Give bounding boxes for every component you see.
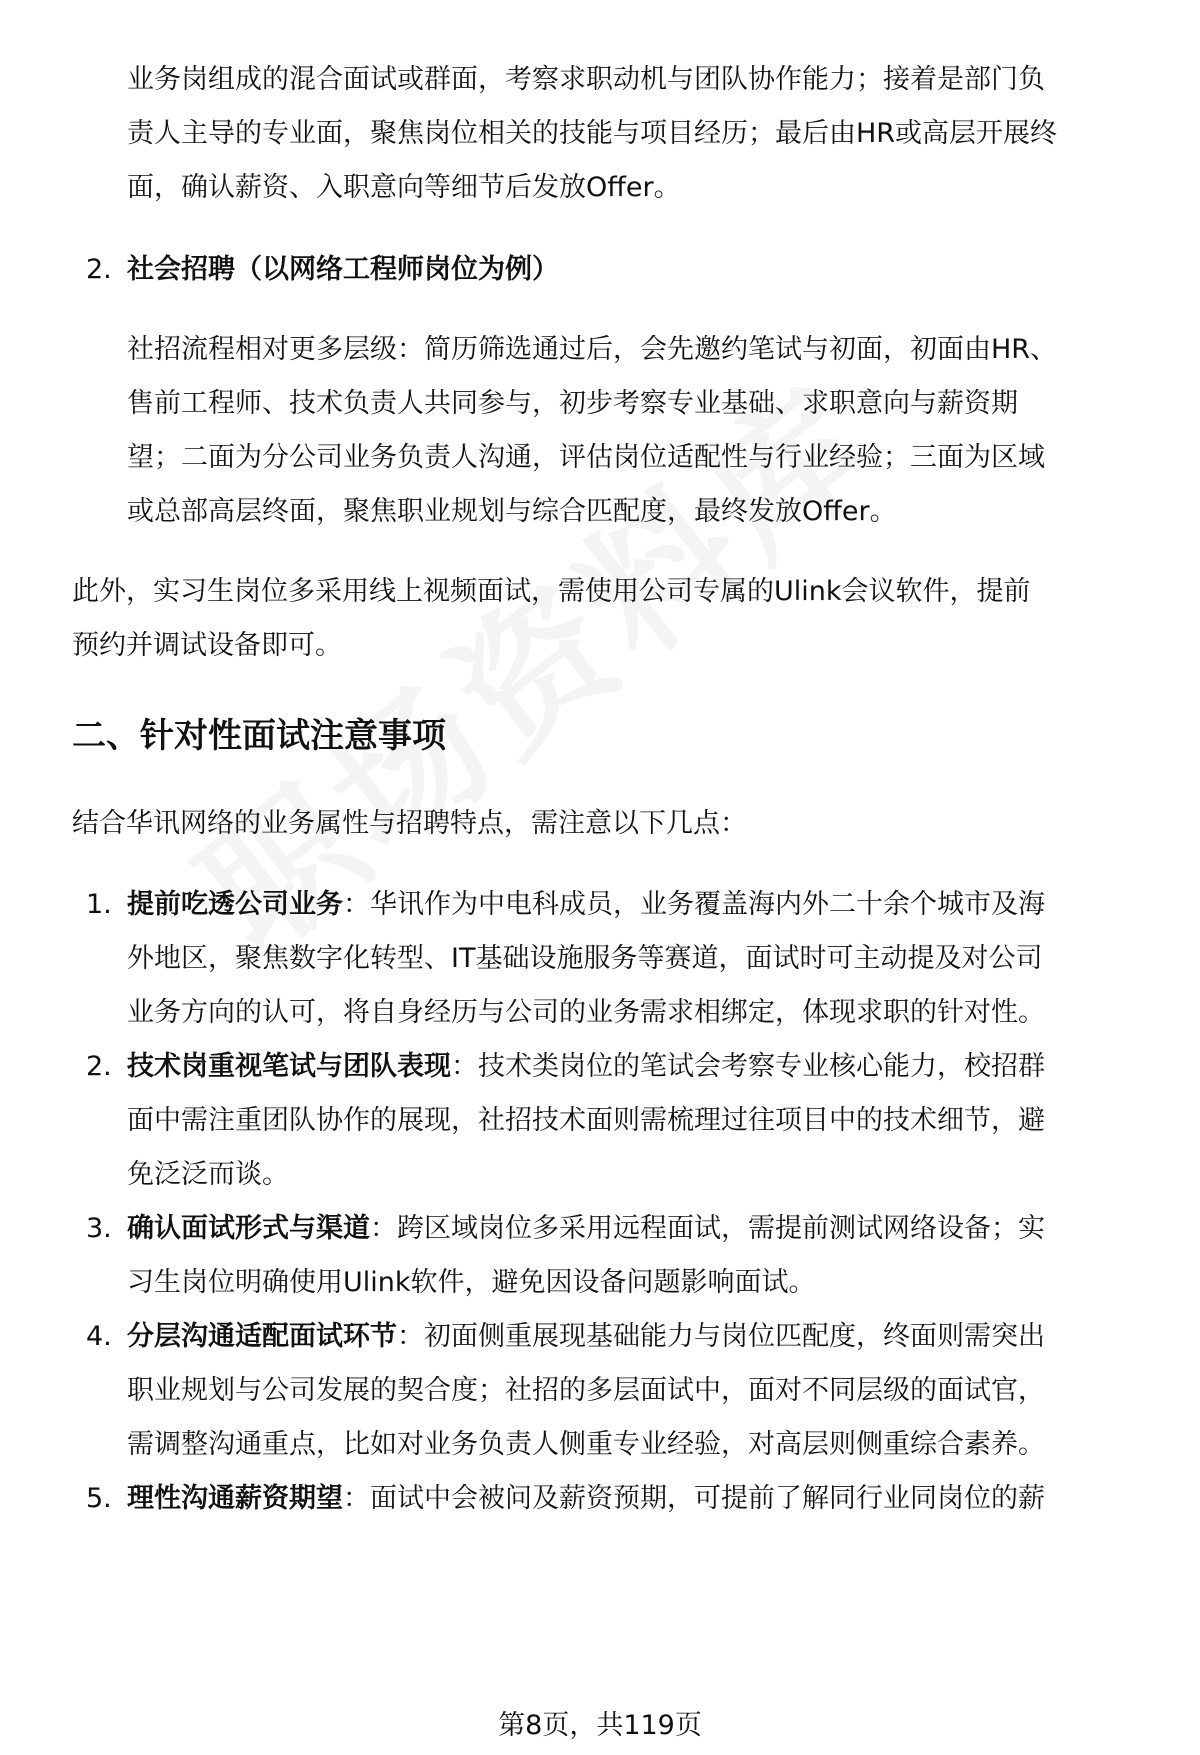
continuation-line: 业务岗组成的混合面试或群面，考察求职动机与团队协作能力；接着是部门负: [127, 64, 1045, 95]
list-item-line: 面中需注重团队协作的展现，社招技术面则需梳理过往项目中的技术细节，避: [127, 1105, 1045, 1136]
list-item-text: ：面试中会被问及薪资预期，可提前了解同行业同岗位的薪: [343, 1483, 1045, 1514]
list-item-line: [127, 1317, 1045, 1357]
paragraph-line: 此外，实习生岗位多采用线上视频面试，需使用公司专属的Ulink会议软件，提前: [72, 576, 1031, 607]
list-number: 4.: [86, 1321, 112, 1352]
list-item-line: [127, 1047, 1045, 1087]
list-item-line: 业务方向的认可，将自身经历与公司的业务需求相绑定，体现求职的针对性。: [127, 997, 1045, 1028]
list-item-title: 确认面试形式与渠道: [127, 1213, 370, 1244]
list-item-line: [127, 1209, 1045, 1249]
list-number: 2.: [86, 1051, 112, 1082]
list-item-line: 职业规划与公司发展的契合度；社招的多层面试中，面对不同层级的面试官，: [127, 1375, 1045, 1406]
paragraph-line: 预约并调试设备即可。: [72, 630, 342, 661]
list-item-text: ：华讯作为中电科成员，业务覆盖海内外二十余个城市及海: [343, 889, 1045, 920]
list-item-title: 提前吃透公司业务: [127, 889, 343, 920]
list-item-line: [127, 885, 1045, 925]
list-number: 3.: [86, 1213, 112, 1244]
paragraph-line: 售前工程师、技术负责人共同参与，初步考察专业基础、求职意向与薪资期: [127, 388, 1018, 419]
paragraph-line: 望；二面为分公司业务负责人沟通，评估岗位适配性与行业经验；三面为区域: [127, 442, 1045, 473]
paragraph-line: 社招流程相对更多层级：简历筛选通过后，会先邀约笔试与初面，初面由HR、: [127, 334, 1058, 365]
list-item-title: 分层沟通适配面试环节: [127, 1321, 397, 1352]
list-item-text: ：初面侧重展现基础能力与岗位匹配度，终面则需突出: [397, 1321, 1045, 1352]
paragraph-line: 或总部高层终面，聚焦职业规划与综合匹配度，最终发放Offer。: [127, 496, 897, 527]
section-intro: 结合华讯网络的业务属性与招聘特点，需注意以下几点：: [72, 808, 747, 839]
section-heading: 二、针对性面试注意事项: [72, 716, 446, 756]
list-item-line: [127, 1479, 1045, 1519]
list-item-line: 外地区，聚焦数字化转型、IT基础设施服务等赛道，面试时可主动提及对公司: [127, 943, 1043, 974]
page-number: 第8页，共119页: [498, 1710, 702, 1741]
list-item-text: ：跨区域岗位多采用远程面试，需提前测试网络设备；实: [370, 1213, 1045, 1244]
continuation-line: 面，确认薪资、入职意向等细节后发放Offer。: [127, 172, 681, 203]
list-item-text: ：技术类岗位的笔试会考察专业核心能力，校招群: [451, 1051, 1045, 1082]
list-item-line: 习生岗位明确使用Ulink软件，避免因设备问题影响面试。: [127, 1267, 816, 1298]
list-item-line: 需调整沟通重点，比如对业务负责人侧重专业经验，对高层则侧重综合素养。: [127, 1429, 1045, 1460]
list-item-title: 社会招聘（以网络工程师岗位为例）: [127, 254, 559, 285]
list-item-line: 免泛泛而谈。: [127, 1159, 289, 1190]
continuation-line: 责人主导的专业面，聚焦岗位相关的技能与项目经历；最后由HR或高层开展终: [127, 118, 1058, 149]
list-number: 5.: [86, 1483, 112, 1514]
list-item-title: 理性沟通薪资期望: [127, 1483, 343, 1514]
list-number: 1.: [86, 889, 112, 920]
list-number: 2.: [86, 254, 112, 285]
list-item-title: 技术岗重视笔试与团队表现: [127, 1051, 451, 1082]
